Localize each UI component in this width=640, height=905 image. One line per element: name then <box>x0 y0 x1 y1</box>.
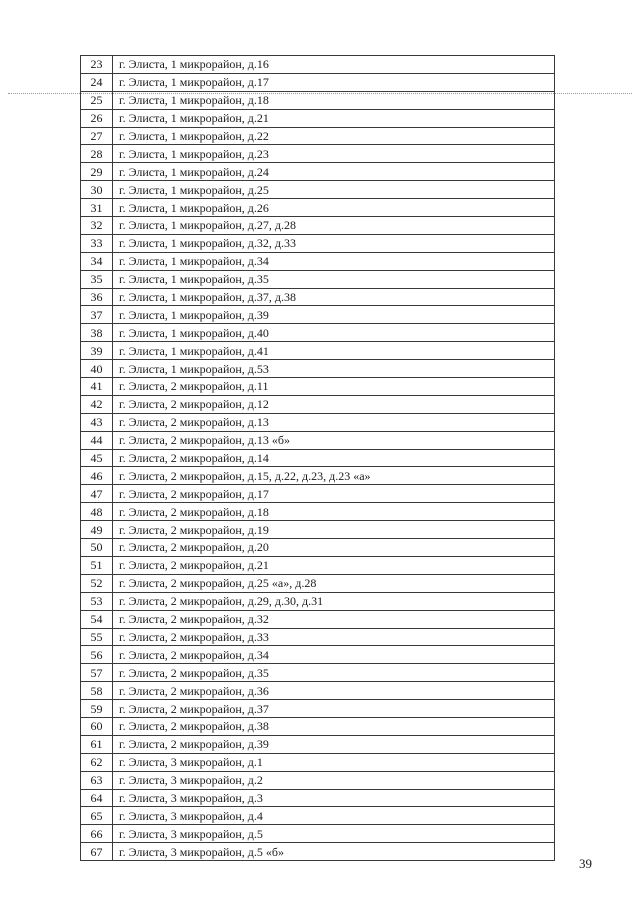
table-row <box>81 539 555 557</box>
row-address: г. Элиста, 1 микрорайон, д.23 <box>113 145 555 163</box>
row-number: 60 <box>81 717 113 735</box>
row-address: г. Элиста, 1 микрорайон, д.26 <box>113 199 555 217</box>
row-number: 49 <box>81 521 113 539</box>
address-table <box>80 55 555 861</box>
row-number: 29 <box>81 163 113 181</box>
table-row <box>81 145 555 163</box>
table-row <box>81 646 555 664</box>
table-row <box>81 252 555 270</box>
row-number: 67 <box>81 843 113 861</box>
row-address: г. Элиста, 1 микрорайон, д.41 <box>113 342 555 360</box>
table-row <box>81 789 555 807</box>
row-number: 66 <box>81 825 113 843</box>
row-address: г. Элиста, 2 микрорайон, д.14 <box>113 449 555 467</box>
row-address: г. Элиста, 1 микрорайон, д.34 <box>113 252 555 270</box>
page-number: 39 <box>579 856 592 871</box>
row-number: 57 <box>81 664 113 682</box>
row-address: г. Элиста, 2 микрорайон, д.36 <box>113 682 555 700</box>
row-address: г. Элиста, 3 микрорайон, д.5 <box>113 825 555 843</box>
row-address: г. Элиста, 3 микрорайон, д.5 «б» <box>113 843 555 861</box>
table-row <box>81 682 555 700</box>
row-number: 54 <box>81 610 113 628</box>
row-address: г. Элиста, 1 микрорайон, д.40 <box>113 324 555 342</box>
row-address: г. Элиста, 1 микрорайон, д.17 <box>113 73 555 91</box>
table-row <box>81 610 555 628</box>
row-address: г. Элиста, 3 микрорайон, д.4 <box>113 807 555 825</box>
row-number: 40 <box>81 360 113 378</box>
row-address: г. Элиста, 2 микрорайон, д.29, д.30, д.31 <box>113 592 555 610</box>
table-row <box>81 825 555 843</box>
table-row <box>81 127 555 145</box>
row-address: г. Элиста, 1 микрорайон, д.32, д.33 <box>113 234 555 252</box>
row-address: г. Элиста, 2 микрорайон, д.17 <box>113 485 555 503</box>
row-number: 27 <box>81 127 113 145</box>
table-row <box>81 753 555 771</box>
table-row <box>81 556 555 574</box>
row-address: г. Элиста, 1 микрорайон, д.22 <box>113 127 555 145</box>
row-number: 25 <box>81 91 113 109</box>
row-number: 50 <box>81 539 113 557</box>
table-row <box>81 413 555 431</box>
row-number: 28 <box>81 145 113 163</box>
table-row <box>81 306 555 324</box>
table-row <box>81 628 555 646</box>
row-address: г. Элиста, 1 микрорайон, д.18 <box>113 91 555 109</box>
row-address: г. Элиста, 2 микрорайон, д.13 <box>113 413 555 431</box>
row-number: 44 <box>81 431 113 449</box>
table-row <box>81 843 555 861</box>
row-address: г. Элиста, 2 микрорайон, д.13 «б» <box>113 431 555 449</box>
table-row <box>81 717 555 735</box>
table-row <box>81 449 555 467</box>
row-address: г. Элиста, 2 микрорайон, д.37 <box>113 700 555 718</box>
row-address: г. Элиста, 3 микрорайон, д.3 <box>113 789 555 807</box>
row-address: г. Элиста, 1 микрорайон, д.24 <box>113 163 555 181</box>
row-number: 37 <box>81 306 113 324</box>
row-number: 35 <box>81 270 113 288</box>
row-number: 31 <box>81 199 113 217</box>
row-address: г. Элиста, 1 микрорайон, д.16 <box>113 56 555 74</box>
row-number: 24 <box>81 73 113 91</box>
table-row <box>81 395 555 413</box>
row-number: 34 <box>81 252 113 270</box>
table-row <box>81 592 555 610</box>
address-table-body <box>81 56 555 861</box>
table-row <box>81 163 555 181</box>
row-number: 61 <box>81 735 113 753</box>
row-number: 53 <box>81 592 113 610</box>
row-number: 23 <box>81 56 113 74</box>
row-number: 42 <box>81 395 113 413</box>
row-address: г. Элиста, 3 микрорайон, д.1 <box>113 753 555 771</box>
row-number: 39 <box>81 342 113 360</box>
table-row <box>81 431 555 449</box>
row-number: 65 <box>81 807 113 825</box>
row-address: г. Элиста, 2 микрорайон, д.38 <box>113 717 555 735</box>
row-number: 63 <box>81 771 113 789</box>
table-row <box>81 771 555 789</box>
row-number: 59 <box>81 700 113 718</box>
table-row <box>81 807 555 825</box>
table-row <box>81 109 555 127</box>
row-address: г. Элиста, 1 микрорайон, д.37, д.38 <box>113 288 555 306</box>
table-row <box>81 700 555 718</box>
row-address: г. Элиста, 2 микрорайон, д.35 <box>113 664 555 682</box>
row-address: г. Элиста, 2 микрорайон, д.19 <box>113 521 555 539</box>
table-row <box>81 288 555 306</box>
row-number: 62 <box>81 753 113 771</box>
row-address: г. Элиста, 1 микрорайон, д.21 <box>113 109 555 127</box>
table-row <box>81 181 555 199</box>
row-number: 47 <box>81 485 113 503</box>
row-address: г. Элиста, 3 микрорайон, д.2 <box>113 771 555 789</box>
row-number: 48 <box>81 503 113 521</box>
row-number: 26 <box>81 109 113 127</box>
row-number: 41 <box>81 378 113 396</box>
row-number: 43 <box>81 413 113 431</box>
table-row <box>81 574 555 592</box>
table-row <box>81 270 555 288</box>
row-address: г. Элиста, 2 микрорайон, д.21 <box>113 556 555 574</box>
row-address: г. Элиста, 2 микрорайон, д.18 <box>113 503 555 521</box>
row-address: г. Элиста, 2 микрорайон, д.32 <box>113 610 555 628</box>
table-row <box>81 73 555 91</box>
table-row <box>81 234 555 252</box>
table-row <box>81 360 555 378</box>
row-address: г. Элиста, 1 микрорайон, д.25 <box>113 181 555 199</box>
row-number: 38 <box>81 324 113 342</box>
row-number: 64 <box>81 789 113 807</box>
row-address: г. Элиста, 1 микрорайон, д.35 <box>113 270 555 288</box>
table-row <box>81 378 555 396</box>
row-address: г. Элиста, 2 микрорайон, д.34 <box>113 646 555 664</box>
row-number: 33 <box>81 234 113 252</box>
row-address: г. Элиста, 2 микрорайон, д.39 <box>113 735 555 753</box>
table-row <box>81 56 555 74</box>
table-row <box>81 735 555 753</box>
row-address: г. Элиста, 2 микрорайон, д.20 <box>113 539 555 557</box>
row-address: г. Элиста, 2 микрорайон, д.15, д.22, д.23, д.23 «а» <box>113 467 555 485</box>
row-number: 52 <box>81 574 113 592</box>
row-number: 58 <box>81 682 113 700</box>
row-number: 46 <box>81 467 113 485</box>
row-address: г. Элиста, 2 микрорайон, д.12 <box>113 395 555 413</box>
table-row <box>81 664 555 682</box>
table-row <box>81 467 555 485</box>
row-number: 55 <box>81 628 113 646</box>
row-address: г. Элиста, 2 микрорайон, д.33 <box>113 628 555 646</box>
row-number: 30 <box>81 181 113 199</box>
row-number: 51 <box>81 556 113 574</box>
row-number: 32 <box>81 217 113 235</box>
table-row <box>81 503 555 521</box>
row-number: 56 <box>81 646 113 664</box>
row-number: 45 <box>81 449 113 467</box>
row-address: г. Элиста, 2 микрорайон, д.25 «а», д.28 <box>113 574 555 592</box>
row-address: г. Элиста, 2 микрорайон, д.11 <box>113 378 555 396</box>
table-row <box>81 217 555 235</box>
row-address: г. Элиста, 1 микрорайон, д.53 <box>113 360 555 378</box>
table-row <box>81 91 555 109</box>
table-row <box>81 485 555 503</box>
row-address: г. Элиста, 1 микрорайон, д.27, д.28 <box>113 217 555 235</box>
table-row <box>81 521 555 539</box>
table-row <box>81 199 555 217</box>
table-row <box>81 324 555 342</box>
table-row <box>81 342 555 360</box>
row-number: 36 <box>81 288 113 306</box>
row-address: г. Элиста, 1 микрорайон, д.39 <box>113 306 555 324</box>
